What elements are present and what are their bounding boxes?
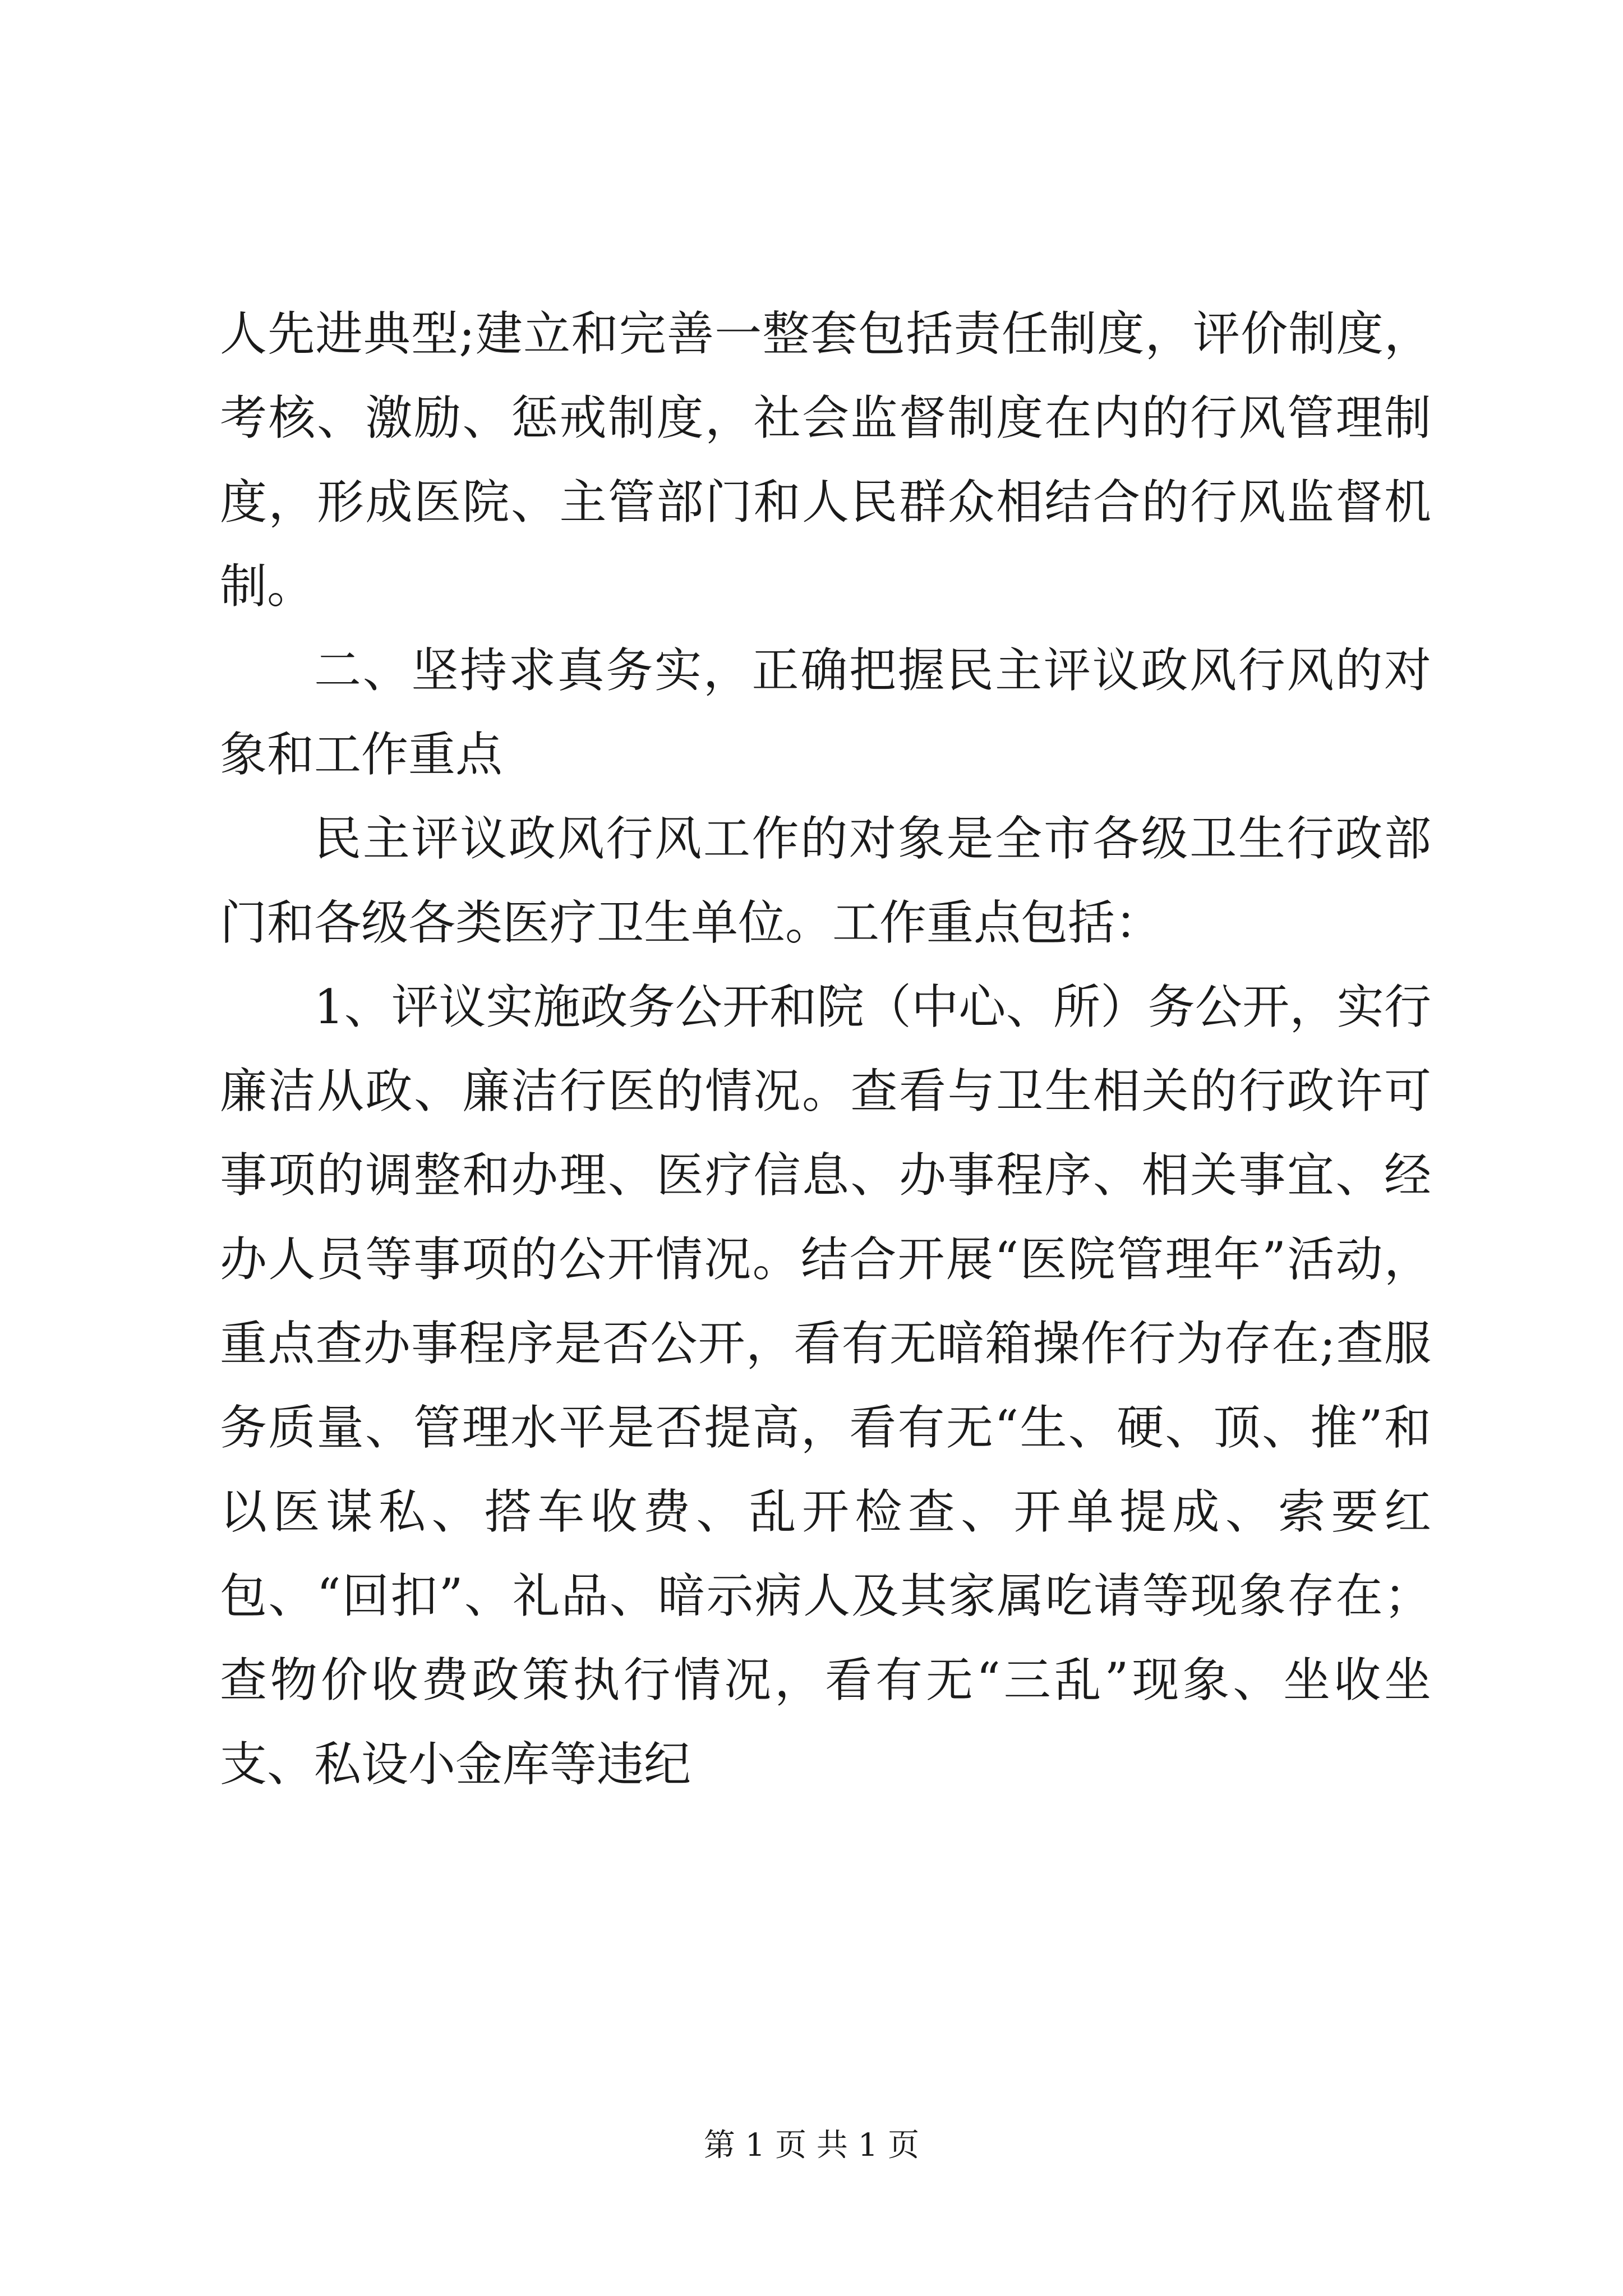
paragraph-continuation: 人先进典型;建立和完善一整套包括责任制度，评价制度，考核、激励、惩戒制度，社会监督制度在内的行风管理制度，形成医院、主管部门和人民群众相结合的行风监督机制。 xyxy=(220,306,1431,614)
section-heading: 二、坚持求真务实，正确把握民主评议政风行风的对象和工作重点 xyxy=(220,643,1431,782)
paragraph-item-1: 1、评议实施政务公开和院（中心、所）务公开，实行廉洁从政、廉洁行医的情况。查看与卫生相关的行政许可事项的调整和办理、医疗信息、办事程序、相关事宜、经办人员等事项的公开情况。结合开展“医院管理年”活动，重点查办事程序是否公开，看有无暗箱操作行为存在;查服务质量、管理水平是否提高，看有无“生、硬、顶、推”和以医谋私、搭车收费、乱开检查、开单提成、索要红包、“回扣”、礼品、暗示病人及其家属吃请等现象存在；查物价收费政策执行情况，看有无“三乱”现象、坐收坐支、私设小金库等违纪 xyxy=(220,979,1431,1792)
page-footer: 第 1 页 共 1 页 xyxy=(703,2127,920,2164)
paragraph-scope: 民主评议政风行风工作的对象是全市各级卫生行政部门和各级各类医疗卫生单位。工作重点包括： xyxy=(220,811,1431,950)
document-body xyxy=(220,292,1431,1806)
